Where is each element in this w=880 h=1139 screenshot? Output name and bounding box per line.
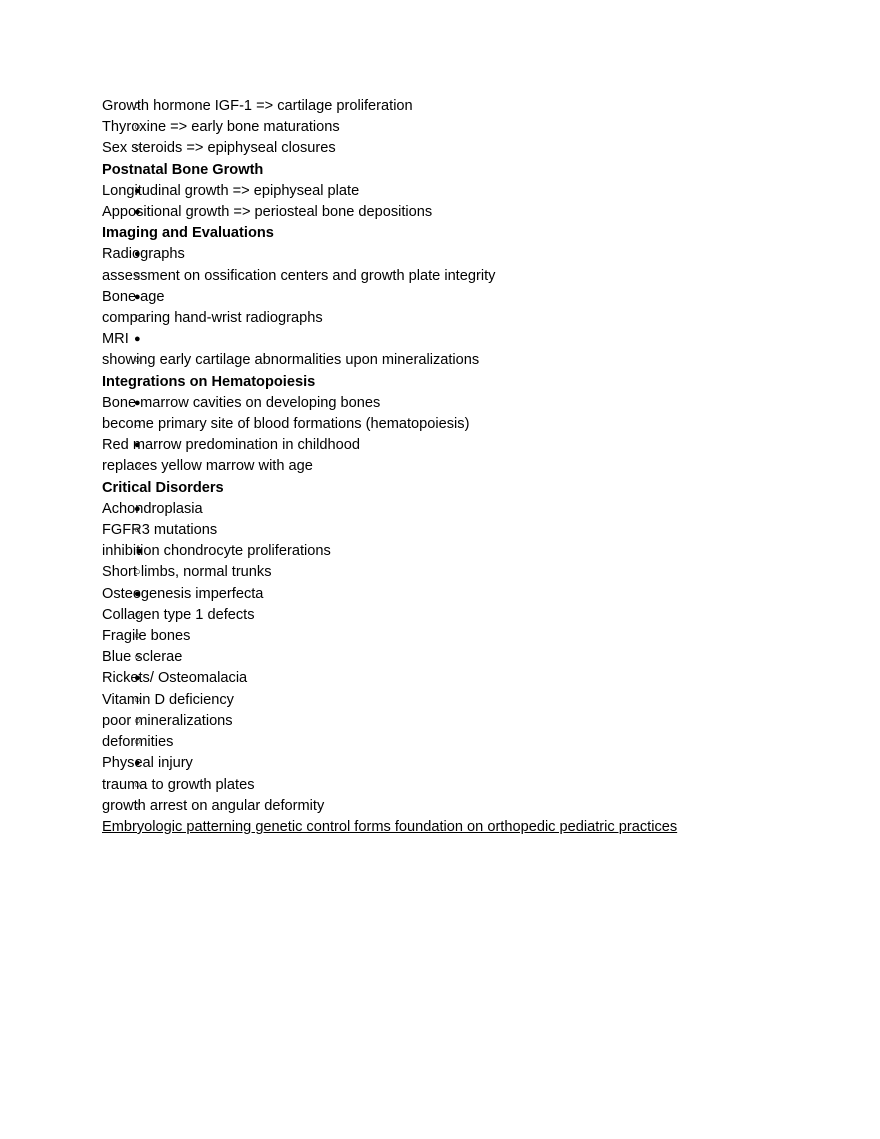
list-item-label: ○ Collagen type 1 defects xyxy=(102,605,780,626)
list-item-label: ● MRI xyxy=(102,329,780,350)
section-list-disorders-osteogenesis xyxy=(102,584,780,605)
section-list-imaging-level2-b xyxy=(102,308,780,329)
list-item-label: ○ poor mineralizations xyxy=(102,711,780,732)
list-item xyxy=(102,732,780,753)
section-heading-postnatal-bone-growth: Postnatal Bone Growth xyxy=(102,161,264,178)
list-item-label: ■ inhibition chondrocyte proliferations xyxy=(102,541,780,562)
list-item xyxy=(102,329,780,350)
section-list-hematopoiesis-level2-b xyxy=(102,456,780,477)
list-item xyxy=(102,647,780,668)
section-list-disorders-physeal-injury xyxy=(102,753,780,774)
list-item-label: ● Appositional growth => periosteal bone depositions xyxy=(102,202,780,223)
list-item xyxy=(102,181,780,202)
list-item-label: ● Achondroplasia xyxy=(102,499,780,520)
list-item xyxy=(102,244,780,265)
list-item-label: ○ Thyroxine => early bone maturations xyxy=(102,117,780,138)
list-item xyxy=(102,690,780,711)
list-item-label: ○ become primary site of blood formations (hematopoiesis) xyxy=(102,414,780,435)
list-item xyxy=(102,562,780,583)
top-continuation-list xyxy=(102,96,780,160)
list-item xyxy=(102,138,780,159)
section-list-disorders-fgfr3 xyxy=(102,520,780,541)
section-list-disorders-osteogenesis-sub xyxy=(102,605,780,669)
list-item xyxy=(102,456,780,477)
section-list-hematopoiesis-level1-a xyxy=(102,393,780,414)
list-item xyxy=(102,520,780,541)
closing-statement: Embryologic patterning genetic control forms foundation on orthopedic pediatric practices xyxy=(102,818,678,835)
list-item-label: ● Radiographs xyxy=(102,244,780,265)
section-list-hematopoiesis-level1-b xyxy=(102,435,780,456)
list-item xyxy=(102,775,780,796)
list-item-label: ○ Growth hormone IGF-1 => cartilage proliferation xyxy=(102,96,780,117)
section-heading-critical-disorders: Critical Disorders xyxy=(102,479,224,496)
list-item-label: ○ replaces yellow marrow with age xyxy=(102,456,780,477)
list-item-label: ○ comparing hand-wrist radiographs xyxy=(102,308,780,329)
section-list-imaging-level2-c xyxy=(102,350,780,371)
list-item xyxy=(102,287,780,308)
section-list-imaging-level1-b xyxy=(102,287,780,308)
list-item xyxy=(102,308,780,329)
list-item-label: ○ Blue sclerae xyxy=(102,647,780,668)
section-list-imaging-level1-c xyxy=(102,329,780,350)
list-item xyxy=(102,414,780,435)
list-item-label: ○ growth arrest on angular deformity xyxy=(102,796,780,817)
list-item-label: ○ trauma to growth plates xyxy=(102,775,780,796)
list-item-label: ● Longitudinal growth => epiphyseal plate xyxy=(102,181,780,202)
list-item xyxy=(102,393,780,414)
list-item-label: ● Bone age xyxy=(102,287,780,308)
list-item-label: ● Bone marrow cavities on developing bones xyxy=(102,393,780,414)
list-item xyxy=(102,117,780,138)
list-item xyxy=(102,541,780,562)
section-list-imaging-level2-a xyxy=(102,266,780,287)
list-item-label: ○ Fragile bones xyxy=(102,626,780,647)
list-item-label: ○ deformities xyxy=(102,732,780,753)
section-list-disorders-achondroplasia xyxy=(102,499,780,520)
section-list-disorders-short-limbs xyxy=(102,562,780,583)
list-item xyxy=(102,350,780,371)
list-item xyxy=(102,668,780,689)
section-list-hematopoiesis-level2-a xyxy=(102,414,780,435)
list-item xyxy=(102,626,780,647)
section-heading-integrations-on-hematopoiesis: Integrations on Hematopoiesis xyxy=(102,373,316,390)
list-item-label: ○ Sex steroids => epiphyseal closures xyxy=(102,138,780,159)
section-list-imaging-level1-a xyxy=(102,244,780,265)
list-item-label: ○ FGFR3 mutations xyxy=(102,520,780,541)
list-item xyxy=(102,499,780,520)
list-item xyxy=(102,605,780,626)
list-item-label: ○ Vitamin D deficiency xyxy=(102,690,780,711)
list-item-label: ● Red marrow predomination in childhood xyxy=(102,435,780,456)
list-item xyxy=(102,796,780,817)
list-item xyxy=(102,96,780,117)
list-item xyxy=(102,711,780,732)
document-body xyxy=(102,96,780,838)
list-item-label: ● Osteogenesis imperfecta xyxy=(102,584,780,605)
list-item-label: ○ showing early cartilage abnormalities upon mineralizations xyxy=(102,350,780,371)
closing-statement-row xyxy=(102,817,780,838)
section-list-disorders-physeal-sub xyxy=(102,775,780,817)
list-item-label: ○ assessment on ossification centers and growth plate integrity xyxy=(102,266,780,287)
section-list-disorders-rickets xyxy=(102,668,780,689)
section-list-disorders-fgfr3-sub xyxy=(102,541,780,562)
list-item xyxy=(102,584,780,605)
list-item xyxy=(102,202,780,223)
section-list-disorders-rickets-sub xyxy=(102,690,780,754)
list-item xyxy=(102,266,780,287)
list-item-label: ● Rickets/ Osteomalacia xyxy=(102,668,780,689)
list-item-label: ● Physeal injury xyxy=(102,753,780,774)
list-item xyxy=(102,753,780,774)
section-list-postnatal-bone-growth xyxy=(102,181,780,223)
list-item-label: ○ Short limbs, normal trunks xyxy=(102,562,780,583)
section-heading-imaging-and-evaluations: Imaging and Evaluations xyxy=(102,225,274,242)
list-item xyxy=(102,435,780,456)
